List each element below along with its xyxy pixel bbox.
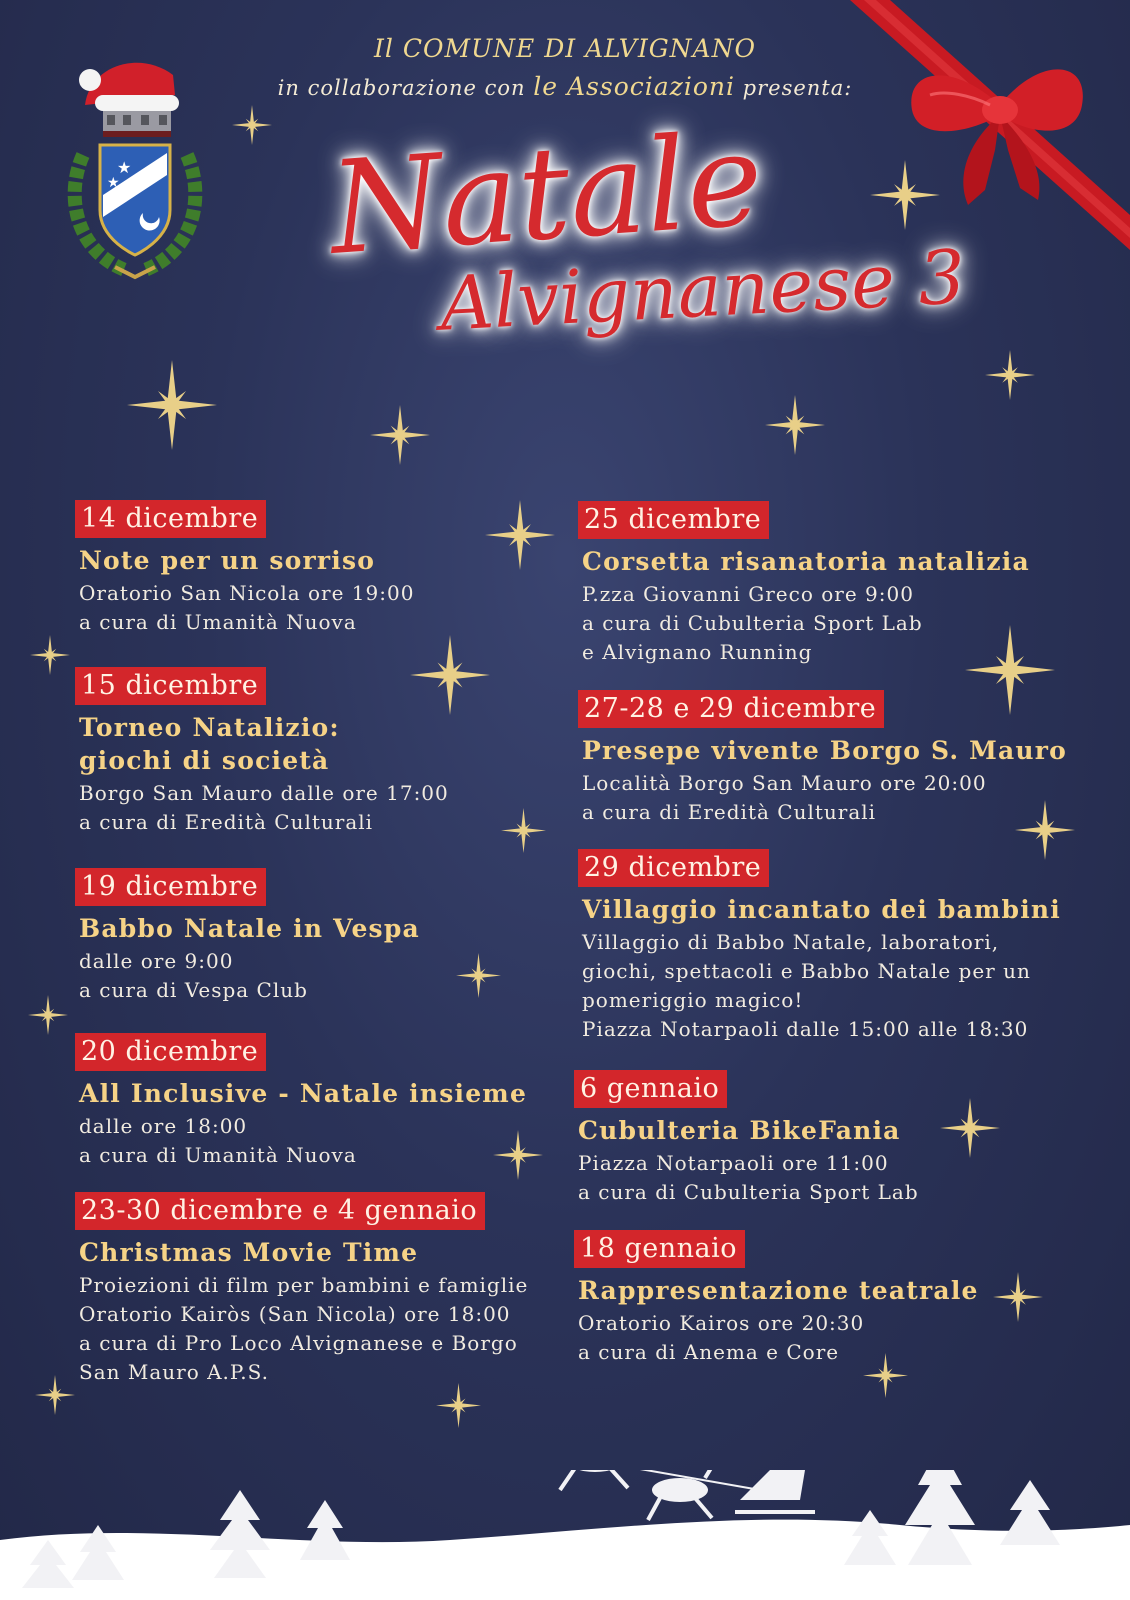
event-detail-line: a cura di Cubulteria Sport Lab (582, 611, 923, 635)
event-25-dicembre (578, 501, 1030, 667)
star-icon (30, 635, 70, 675)
collaboration-post: presenta: (742, 76, 853, 100)
event-details (79, 947, 420, 1005)
event-details (578, 1149, 919, 1207)
event-detail-line: a cura di Umanità Nuova (79, 1143, 357, 1167)
event-title: Villaggio incantato dei bambini (582, 895, 1061, 924)
event-date-badge: 6 gennaio (574, 1070, 727, 1108)
event-detail-line: dalle ore 18:00 (79, 1114, 248, 1138)
event-detail-line: Oratorio Kairòs (San Nicola) ore 18:00 (79, 1302, 511, 1326)
reindeer-sleigh-icon (560, 1470, 815, 1520)
event-6-gennaio (574, 1070, 919, 1207)
event-detail-line: San Mauro A.P.S. (79, 1360, 270, 1384)
event-details (79, 779, 449, 837)
event-detail-line: e Alvignano Running (582, 640, 813, 664)
star-icon (985, 350, 1035, 400)
event-detail-line: a cura di Cubulteria Sport Lab (578, 1180, 919, 1204)
event-18-gennaio (574, 1230, 979, 1367)
event-detail-line: Borgo San Mauro dalle ore 17:00 (79, 781, 449, 805)
event-detail-line: a cura di Anema e Core (578, 1340, 840, 1364)
organizer-line: Il COMUNE DI ALVIGNANO (374, 34, 756, 63)
svg-text:★: ★ (117, 158, 132, 177)
event-title: Corsetta risanatoria natalizia (582, 547, 1030, 576)
event-detail-line: a cura di Pro Loco Alvignanese e Borgo (79, 1331, 518, 1355)
event-20-dicembre (75, 1033, 527, 1170)
event-date-badge: 25 dicembre (578, 501, 769, 539)
event-date-badge: 15 dicembre (75, 667, 266, 705)
event-title: Babbo Natale in Vespa (79, 914, 420, 943)
event-23-30-dicembre (75, 1192, 528, 1387)
event-detail-line: Piazza Notarpaoli dalle 15:00 alle 18:30 (582, 1017, 1029, 1041)
associations-highlight: le Associazioni (533, 72, 735, 101)
star-icon (993, 1272, 1043, 1322)
event-title: Cubulteria BikeFania (578, 1116, 901, 1145)
star-icon (436, 1383, 481, 1428)
event-title: Presepe vivente Borgo S. Mauro (582, 736, 1068, 765)
star-icon (28, 995, 68, 1035)
event-19-dicembre (75, 868, 420, 1005)
collaboration-line (0, 72, 1130, 101)
event-detail-line: Villaggio di Babbo Natale, laboratori, (582, 930, 1000, 954)
event-detail-line: Località Borgo San Mauro ore 20:00 (582, 771, 987, 795)
svg-text:★: ★ (107, 175, 120, 191)
event-detail-line: giochi, spettacoli e Babbo Natale per un (582, 959, 1031, 983)
event-detail-line: a cura di Eredità Culturali (582, 800, 877, 824)
event-detail-line: dalle ore 9:00 (79, 949, 234, 973)
star-icon (485, 500, 555, 570)
event-title: Torneo Natalizio: giochi di società (79, 713, 340, 775)
event-detail-line: pomeriggio magico! (582, 988, 804, 1012)
star-icon (127, 360, 217, 450)
event-detail-line: Oratorio Kairos ore 20:30 (578, 1311, 865, 1335)
star-icon (940, 1098, 1000, 1158)
event-details (582, 580, 1030, 667)
event-date-badge: 27-28 e 29 dicembre (578, 690, 884, 728)
event-detail-line: a cura di Eredità Culturali (79, 810, 374, 834)
event-detail-line: a cura di Vespa Club (79, 978, 308, 1002)
event-title: Note per un sorriso (79, 546, 376, 575)
event-date-badge: 23-30 dicembre e 4 gennaio (75, 1192, 485, 1230)
event-details (79, 579, 414, 637)
event-15-dicembre (75, 667, 449, 837)
star-icon (232, 105, 272, 145)
event-date-badge: 29 dicembre (578, 849, 769, 887)
event-detail-line: Proiezioni di film per bambini e famiglie (79, 1273, 529, 1297)
event-date-badge: 19 dicembre (75, 868, 266, 906)
event-detail-line: P.zza Giovanni Greco ore 9:00 (582, 582, 914, 606)
event-detail-line: Piazza Notarpaoli ore 11:00 (578, 1151, 889, 1175)
event-title: Rappresentazione teatrale (578, 1276, 979, 1305)
event-title: Christmas Movie Time (79, 1238, 419, 1267)
event-title: All Inclusive - Natale insieme (79, 1079, 528, 1108)
event-details (578, 1309, 979, 1367)
event-29-dicembre (578, 849, 1061, 1044)
title-sub: Alvignanese 3 (438, 234, 968, 348)
snowy-ground (0, 1470, 1130, 1600)
event-date-badge: 14 dicembre (75, 500, 266, 538)
star-icon (370, 405, 430, 465)
event-14-dicembre (75, 500, 414, 637)
collaboration-pre: in collaborazione con (277, 76, 526, 100)
event-date-badge: 20 dicembre (75, 1033, 266, 1071)
star-icon (765, 395, 825, 455)
event-details (582, 769, 1067, 827)
event-details (79, 1112, 527, 1170)
title-main: Natale (325, 105, 768, 284)
event-detail-line: a cura di Umanità Nuova (79, 610, 357, 634)
event-details (582, 928, 1061, 1044)
event-detail-line: Oratorio San Nicola ore 19:00 (79, 581, 415, 605)
star-icon (870, 160, 940, 230)
event-details (79, 1271, 528, 1387)
star-icon (501, 808, 546, 853)
star-icon (35, 1375, 75, 1415)
star-icon (456, 953, 501, 998)
event-27-29-dicembre (578, 690, 1067, 827)
event-date-badge: 18 gennaio (574, 1230, 745, 1268)
